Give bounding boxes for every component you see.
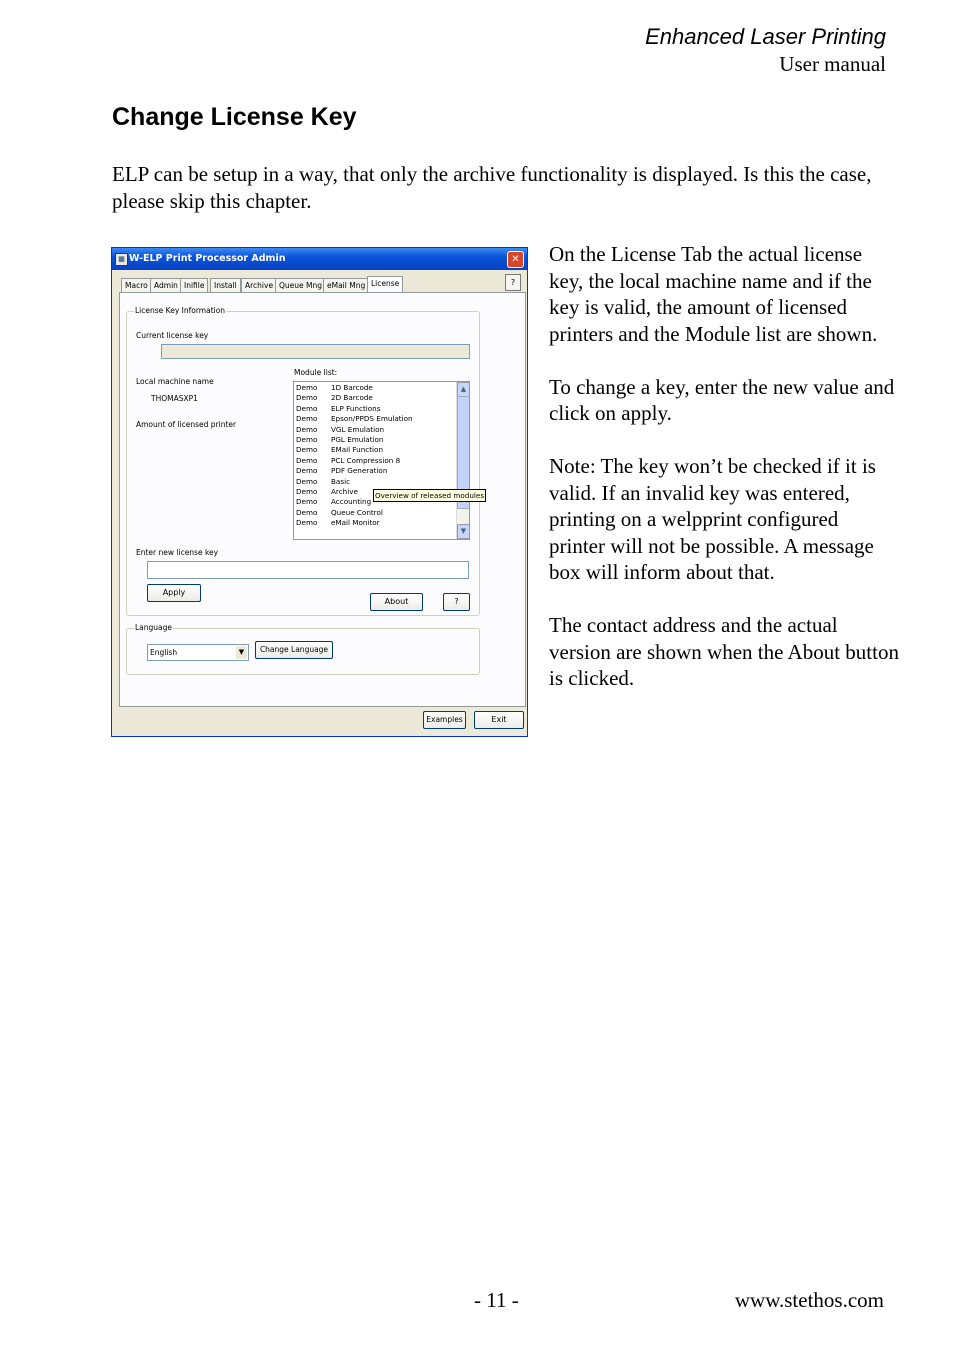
module-status: Demo <box>296 497 318 507</box>
module-status: Demo <box>296 518 318 528</box>
scroll-up-icon[interactable]: ▲ <box>457 382 470 397</box>
admin-window-screenshot <box>111 247 528 737</box>
module-list-scrollbar[interactable] <box>456 382 469 539</box>
document-header-subtitle: User manual <box>779 52 886 76</box>
scroll-down-icon[interactable]: ▼ <box>457 524 470 539</box>
module-list-item[interactable] <box>296 518 451 528</box>
tab-macro[interactable]: Macro <box>121 278 152 292</box>
machine-value: THOMASXP1 <box>151 394 198 403</box>
side-paragraph: The contact address and the actual version are shown when the About button is clicked. <box>549 613 899 690</box>
module-status: Demo <box>296 487 318 496</box>
help-button[interactable]: ? <box>505 274 521 291</box>
tab-queue-mng[interactable]: Queue Mng <box>275 278 326 292</box>
module-list-item[interactable] <box>296 425 451 435</box>
module-status: Demo <box>296 435 318 444</box>
document-header-title: Enhanced Laser Printing <box>645 24 886 49</box>
license-key-group-label: License Key Information <box>135 306 226 315</box>
module-status: Demo <box>296 393 318 403</box>
current-key-field <box>161 344 470 359</box>
module-name: Basic <box>331 476 351 486</box>
window-titlebar <box>112 248 527 270</box>
app-icon: ▦ <box>115 253 128 266</box>
module-list-item[interactable] <box>296 404 451 414</box>
module-name: PGL Emulation <box>331 435 384 444</box>
side-paragraph: Note: The key won’t be checked if it is valid. If an invalid key was entered, printing on a welpprint configured printer will not be possible. A message box will inform about that. <box>549 454 876 584</box>
change-language-button[interactable]: Change Language <box>255 641 333 659</box>
module-status: Demo <box>296 424 318 434</box>
side-text <box>549 241 899 718</box>
module-name: PCL Compression 8 <box>331 455 401 465</box>
module-list-item[interactable] <box>296 414 451 424</box>
module-list-label: Module list: <box>294 368 338 377</box>
module-tooltip: Overview of released modules <box>375 491 485 500</box>
module-name: EMail Function <box>331 445 383 455</box>
module-list-item[interactable] <box>296 477 451 487</box>
module-list[interactable] <box>293 381 470 540</box>
module-name: Archive <box>331 487 358 496</box>
chevron-down-icon[interactable]: ▼ <box>236 646 247 659</box>
language-group-label: Language <box>135 623 173 632</box>
module-list-item[interactable] <box>296 435 451 445</box>
module-name: Queue Control <box>331 507 383 517</box>
module-name: VGL Emulation <box>331 424 385 434</box>
section-heading: Change License Key <box>112 103 357 131</box>
module-list-item[interactable] <box>296 508 451 518</box>
module-list-item[interactable] <box>296 445 451 455</box>
exit-button[interactable]: Exit <box>474 711 524 729</box>
examples-button[interactable]: Examples <box>423 711 466 729</box>
tab-archive[interactable]: Archive <box>241 278 277 292</box>
module-status: Demo <box>296 383 318 392</box>
module-status: Demo <box>296 445 318 455</box>
tab-inifile[interactable]: Inifile <box>180 278 208 292</box>
side-paragraph: On the License Tab the actual license key, the local machine name and if the key is valid, the amount of licensed printers and the Module list are shown. <box>549 242 878 346</box>
close-icon[interactable]: ✕ <box>507 251 524 268</box>
module-list-item[interactable] <box>296 456 451 466</box>
about-help-button[interactable]: ? <box>443 593 470 611</box>
window-title: W-ELP Print Processor Admin <box>129 253 286 264</box>
module-name: Accounting <box>331 497 372 507</box>
module-status: Demo <box>296 466 318 476</box>
module-name: 1D Barcode <box>331 383 373 392</box>
language-select-value: English <box>150 648 178 657</box>
module-name: 2D Barcode <box>331 393 373 403</box>
module-list-item[interactable] <box>296 393 451 403</box>
module-status: Demo <box>296 455 318 465</box>
module-status: Demo <box>296 414 318 424</box>
page-number: - 11 - <box>474 1288 519 1312</box>
language-select[interactable] <box>147 644 249 661</box>
module-status: Demo <box>296 403 318 413</box>
tab-license[interactable]: License <box>367 276 403 293</box>
license-tab-panel <box>119 292 526 707</box>
current-key-label: Current license key <box>136 331 209 340</box>
module-name: PDF Generation <box>331 466 388 476</box>
tab-install[interactable]: Install <box>210 278 241 292</box>
footer-url: www.stethos.com <box>734 1288 884 1312</box>
module-status: Demo <box>296 507 318 517</box>
intro-paragraph: ELP can be setup in a way, that only the archive functionality is displayed. Is this the case, please skip this chapter. <box>112 162 872 213</box>
module-list-item[interactable] <box>296 383 451 393</box>
new-key-input[interactable] <box>147 561 469 579</box>
apply-button[interactable]: Apply <box>147 584 201 602</box>
module-name: ELP Functions <box>331 403 381 413</box>
about-button[interactable]: About <box>370 593 423 611</box>
module-status: Demo <box>296 476 318 486</box>
module-name: eMail Monitor <box>331 518 380 528</box>
module-name: Epson/PPDS Emulation <box>331 414 413 424</box>
module-list-item[interactable] <box>296 466 451 476</box>
tab-email-mng[interactable]: eMail Mng <box>323 278 369 292</box>
new-key-label: Enter new license key <box>136 548 219 557</box>
side-paragraph: To change a key, enter the new value and click on apply. <box>549 374 895 425</box>
tab-admin[interactable]: Admin <box>150 278 182 292</box>
licensed-printers-label: Amount of licensed printer <box>136 420 237 429</box>
machine-label: Local machine name <box>136 377 214 386</box>
